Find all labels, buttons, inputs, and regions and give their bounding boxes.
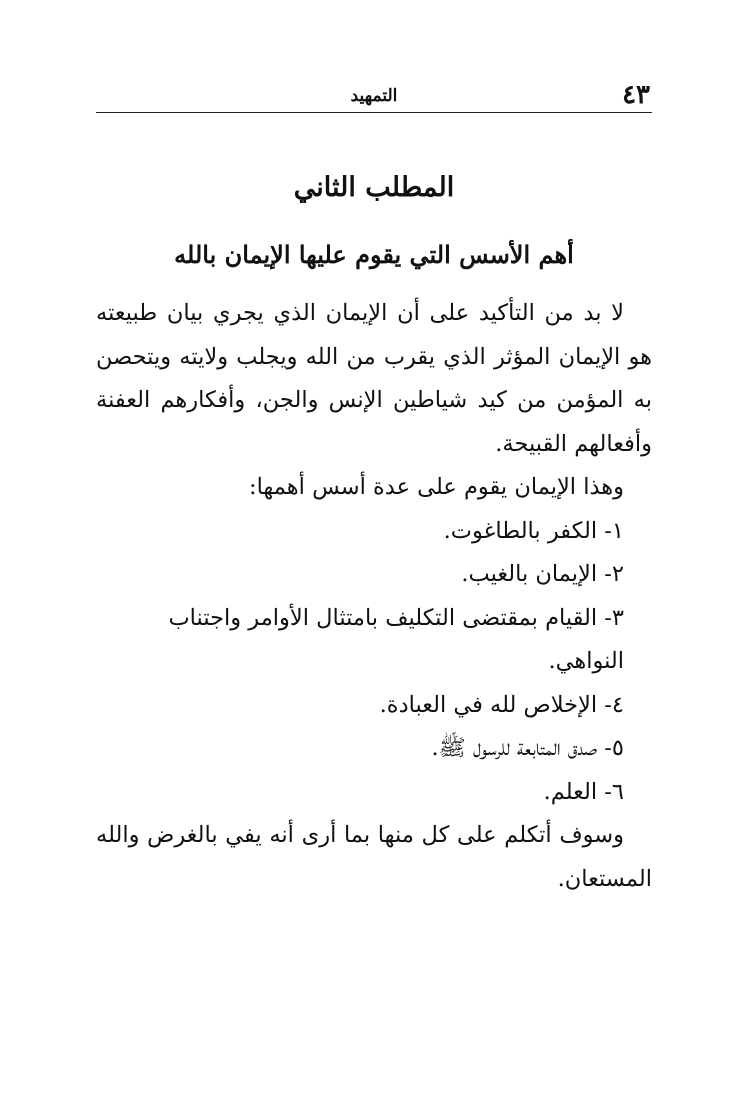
list-item: ٤- الإخلاص لله في العبادة.	[379, 691, 624, 718]
body-text	[96, 292, 652, 901]
running-header	[96, 78, 652, 113]
page-number: ٤٣	[622, 80, 650, 110]
intro-paragraph: لا بد من التأكيد على أن الإيمان الذي يجري بيان طبيعته هو الإيمان المؤثر الذي يقرب من الله ويجلب ولايته ويتحصن به المؤمن من كيد شياطين الإنس والجن، وأفكارهم العفنة وأفعالهم القبيحة.	[96, 300, 652, 457]
list-lead-in: وهذا الإيمان يقوم على عدة أسس أهمها:	[248, 474, 624, 500]
foundations-list	[96, 510, 652, 815]
list-item: ٥- صدق المتابعة للرسول ﷺ.	[431, 735, 624, 761]
closing-paragraph: وسوف أتكلم على كل منها بما أرى أنه يفي بالغرض والله المستعان.	[96, 822, 652, 892]
list-item: ٣- القيام بمقتضى التكليف بامتثال الأوامر واجتناب النواهي.	[168, 604, 624, 674]
list-item: ٢- الإيمان بالغيب.	[461, 561, 624, 587]
list-item: ٦- العلم.	[543, 778, 624, 805]
section-title: المطلب الثاني	[293, 172, 455, 203]
list-item: ١- الكفر بالطاغوت.	[443, 517, 624, 544]
section-subtitle: أهم الأسس التي يقوم عليها الإيمان بالله	[174, 240, 574, 269]
running-header-title: التمهيد	[350, 86, 398, 106]
